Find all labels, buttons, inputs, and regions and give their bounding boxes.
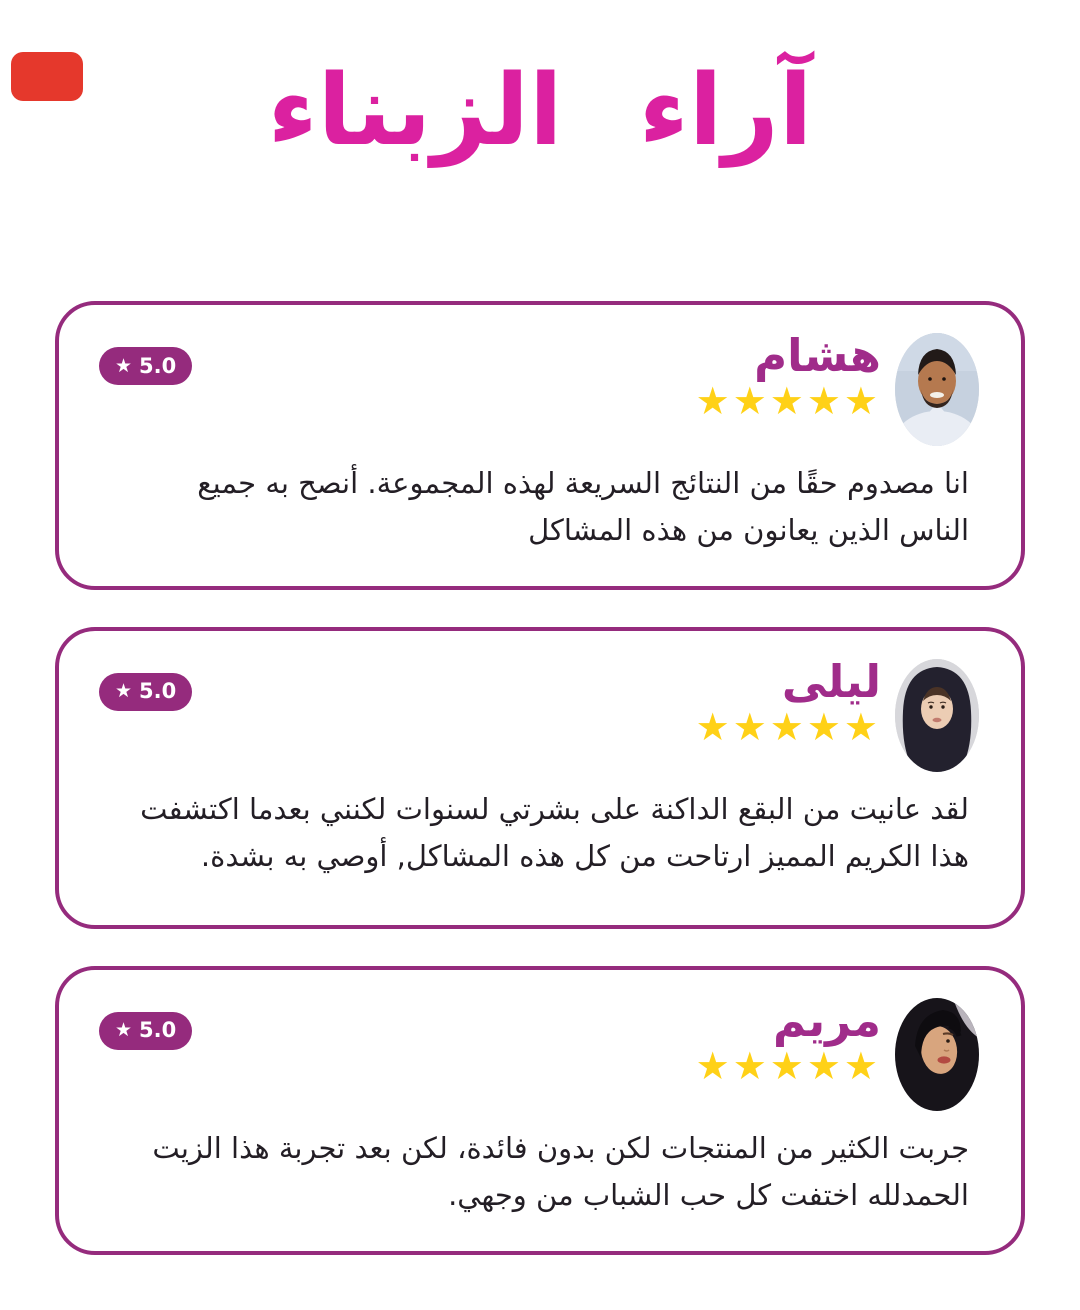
rating-badge — [99, 1012, 192, 1050]
rating-value: 5.0 — [139, 679, 177, 704]
five-stars-rating: ★★★★★ — [695, 1044, 881, 1089]
review-text: انا مصدوم حقًا من النتائج السريعة لهذه المجموعة. أنصح به جميع الناس الذين يعانون من هذه المشاكل — [197, 466, 969, 547]
avatar-woman-hijab-photo-icon — [895, 659, 979, 772]
review-card-hisham — [55, 301, 1025, 590]
avatar — [895, 998, 979, 1111]
star-icon: ★ — [115, 1019, 133, 1042]
five-stars-rating: ★★★★★ — [695, 705, 881, 750]
page-title: آراء الزبناء — [267, 54, 813, 168]
review-card-header — [59, 305, 1021, 446]
reviewer-name: هشام — [754, 329, 881, 382]
reviewer-block — [695, 993, 979, 1111]
star-icon: ★ — [115, 354, 133, 377]
rating-value: 5.0 — [139, 353, 177, 378]
reviewer-block — [696, 331, 979, 446]
rating-badge — [99, 673, 192, 711]
reviewer-name: ليلى — [781, 654, 881, 708]
reviewer-name: مريم — [772, 993, 881, 1047]
reviews-list — [55, 301, 1025, 1292]
review-card-maryam — [55, 966, 1025, 1255]
avatar — [895, 659, 979, 772]
rating-badge — [99, 347, 192, 385]
rating-value: 5.0 — [139, 1018, 177, 1043]
review-card-header — [59, 631, 1021, 772]
review-card-layla — [55, 627, 1025, 929]
star-icon: ★ — [115, 680, 133, 703]
review-card-header — [59, 970, 1021, 1111]
five-stars-rating: ★★★★★ — [695, 379, 881, 424]
review-text: لقد عانيت من البقع الداكنة على بشرتي لسنوات لكنني بعدما اكتشفت هذا الكريم المميز ارتاحت من كل هذه المشاكل, أوصي به بشدة. — [140, 791, 969, 873]
avatar — [895, 333, 979, 446]
avatar-man-photo-icon — [895, 333, 979, 446]
review-text: جربت الكثير من المنتجات لكن بدون فائدة، لكن بعد تجربة هذا الزيت الحمدلله اختفت كل حب الشباب من وجهي. — [152, 1130, 969, 1212]
reviewer-block — [695, 654, 979, 772]
avatar-woman-black-hijab-photo-icon — [895, 998, 979, 1111]
corner-red-shape — [11, 52, 83, 101]
